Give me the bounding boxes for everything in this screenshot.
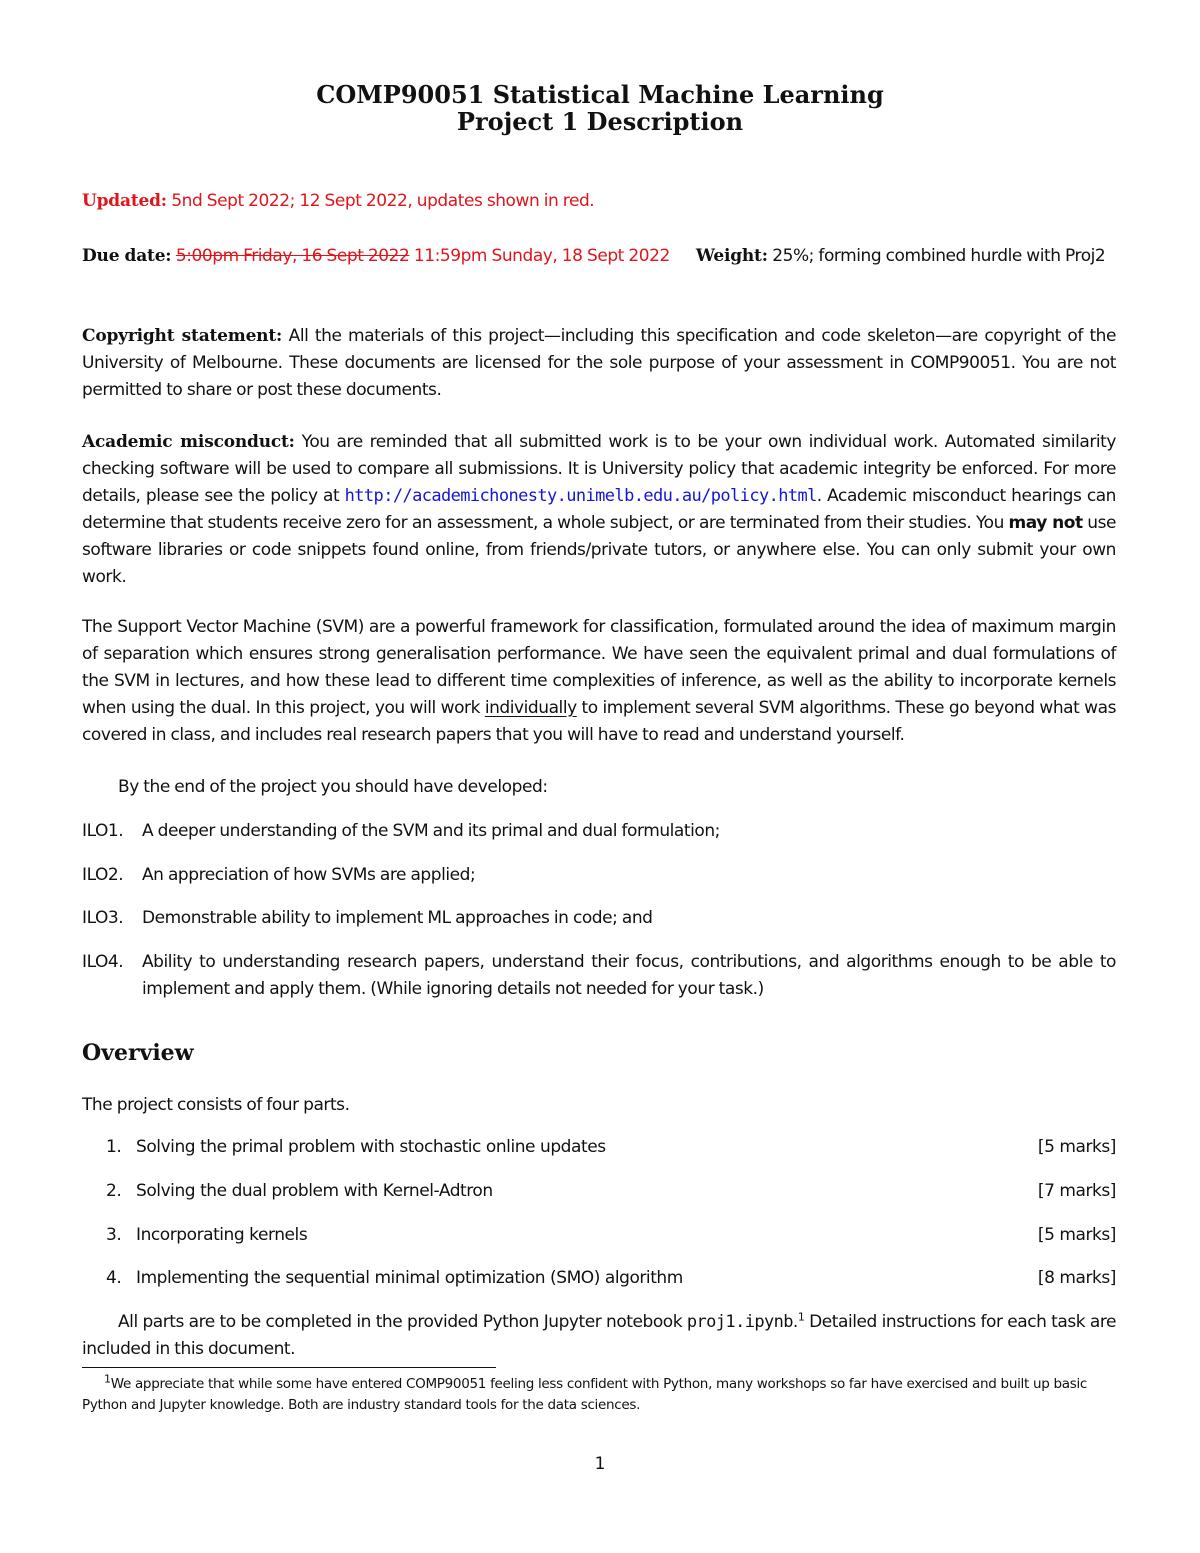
developed-line: By the end of the project you should have developed:	[118, 777, 548, 797]
intro-text-1: The Support Vector Machine (SVM) are a powerful framework for classification, formulated around the idea of maximum margin of separation which ensures strong generalisation performance. We have seen the equivalent primal and dual formulations of the SVM in lectures, and how these lead to different time complexities of inference, as well as the ability to incorporate kernels when using the dual. In this project, you will work	[82, 617, 1116, 718]
part-marks: [8 marks]	[1037, 1268, 1116, 1288]
part-item	[82, 1178, 1116, 1205]
ilo-item	[82, 905, 1116, 932]
copyright-label: Copyright statement:	[82, 326, 283, 346]
misconduct-label: Academic misconduct:	[82, 432, 295, 452]
weight-label: Weight:	[695, 246, 768, 266]
ilo-item	[82, 818, 1116, 845]
part-item	[82, 1265, 1116, 1292]
part-number: 3.	[106, 1225, 122, 1245]
part-number: 1.	[106, 1137, 122, 1157]
part-text: Solving the dual problem with Kernel-Adtron	[136, 1181, 493, 1201]
ilo-text: Ability to understanding research papers, understand their focus, contributions, and algorithms enough to be able to implement and apply them. (While ignoring details not needed for your task.)	[142, 952, 1116, 999]
misconduct-text-1: You are reminded that all submitted work is to be your own individual work. Automated similarity checking software will be used to compare all submissions. It is University policy that academic integrity be enforced. For more details, please see the policy at	[82, 432, 1116, 506]
individually-emphasis: individually	[484, 698, 577, 718]
part-text: Incorporating kernels	[136, 1225, 308, 1245]
updated-label: Updated:	[82, 191, 167, 211]
title-project: Project 1 Description	[456, 107, 744, 136]
due-old-date: 5:00pm Friday, 16 Sept 2022	[175, 246, 410, 266]
intro-paragraph	[82, 614, 1116, 749]
footnote-mark: 1	[104, 1372, 111, 1386]
ilo-item	[82, 862, 1116, 889]
part-marks: [5 marks]	[1037, 1137, 1116, 1157]
ilo-text: A deeper understanding of the SVM and its primal and dual formulation;	[142, 821, 720, 841]
ilo-tag: ILO3.	[82, 908, 124, 928]
overview-closing: All parts are to be completed in the provided Python Jupyter notebook proj1.ipynb.$^1$ Detailed instructions for each task are included in this document.	[82, 1310, 1117, 1359]
closing-text-2: Detailed instructions for each task are included in this document.	[82, 1312, 1117, 1359]
ilo-text: An appreciation of how SVMs are applied;	[142, 865, 476, 885]
page-number: 1	[594, 1454, 606, 1474]
updated-text: 5nd Sept 2022; 12 Sept 2022, updates shown in red.	[166, 191, 595, 211]
intro-text-2: to implement several SVM algorithms. These go beyond what was covered in class, and includes real research papers that you will have to read and understand yourself.	[82, 698, 1116, 745]
footnote-text: We appreciate that while some have entered COMP90051 feeling less confident with Python, many workshops so far have exercised and built up basic Python and Jupyter knowledge. Both are industry standard tools for the data sciences.	[82, 1376, 1088, 1413]
misconduct-text-3: use software libraries or code snippets found online, from friends/private tutors, or anywhere else. You can only submit your own work.	[82, 513, 1117, 587]
updated-line	[82, 188, 1116, 215]
overview-intro: The project consists of four parts.	[82, 1095, 350, 1115]
may-not-emphasis: may not	[1008, 513, 1083, 533]
part-number: 4.	[106, 1268, 122, 1288]
due-new-date: 11:59pm Sunday, 18 Sept 2022	[409, 246, 670, 266]
weight-text: 25%; forming combined hurdle with Proj2	[767, 246, 1106, 266]
footnote-ref: 1	[797, 1310, 805, 1324]
notebook-filename: proj1.ipynb	[686, 1312, 793, 1332]
ilo-tag: ILO1.	[82, 821, 124, 841]
academic-misconduct	[82, 429, 1116, 591]
closing-text-1: All parts are to be completed in the provided Python Jupyter notebook	[118, 1312, 687, 1332]
policy-link[interactable]: http://academichonesty.unimelb.edu.au/policy.html	[344, 486, 817, 506]
copyright-statement	[82, 323, 1116, 404]
ilo-item	[82, 949, 1116, 1003]
part-item	[82, 1222, 1116, 1249]
ilo-text: Demonstrable ability to implement ML approaches in code; and	[142, 908, 653, 928]
part-marks: [5 marks]	[1037, 1225, 1116, 1245]
footnote	[82, 1374, 1116, 1416]
part-text: Solving the primal problem with stochastic online updates	[136, 1137, 606, 1157]
ilo-tag: ILO2.	[82, 865, 124, 885]
overview-heading: Overview	[82, 1040, 194, 1066]
footnote-divider	[82, 1367, 496, 1368]
ilo-tag: ILO4.	[82, 952, 124, 972]
part-number: 2.	[106, 1181, 122, 1201]
title-course: COMP90051 Statistical Machine Learning	[316, 80, 884, 109]
due-label: Due date:	[82, 246, 172, 266]
part-marks: [7 marks]	[1037, 1181, 1116, 1201]
due-date-line	[82, 243, 1116, 270]
misconduct-text-2: . Academic misconduct hearings can determine that students receive zero for an assessment, a whole subject, or are terminated from their studies. You	[82, 486, 1117, 533]
part-text: Implementing the sequential minimal optimization (SMO) algorithm	[136, 1268, 683, 1288]
part-item	[82, 1134, 1116, 1161]
copyright-text: All the materials of this project—including this specification and code skeleton—are copyright of the University of Melbourne. These documents are licensed for the sole purpose of your assessment in COMP90051. You are not permitted to share or post these documents.	[82, 326, 1117, 400]
